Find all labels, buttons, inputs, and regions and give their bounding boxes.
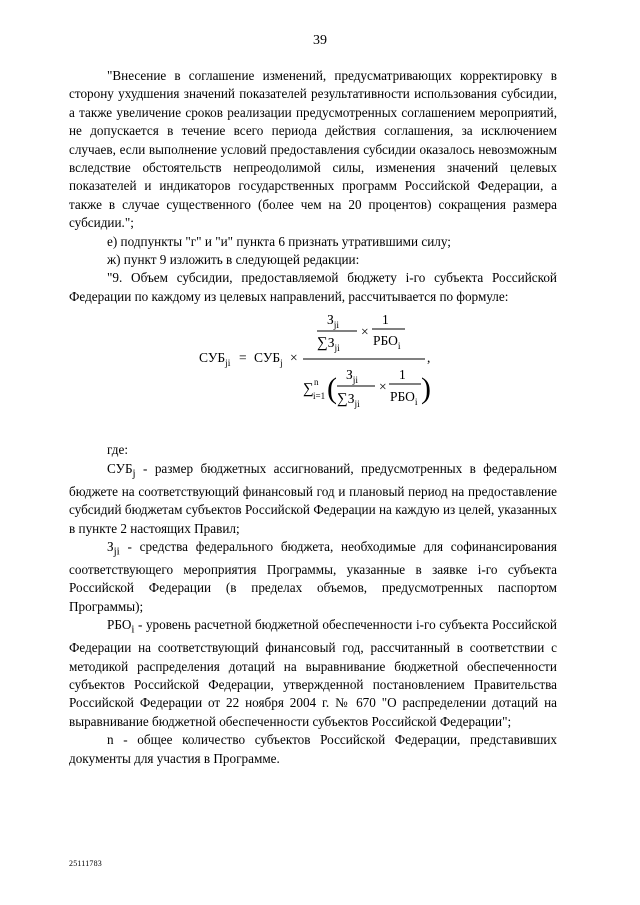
subsidy-formula xyxy=(69,310,557,435)
num-rbo: $РБО_i$ xyxy=(373,333,401,353)
definition-symbol: З xyxy=(107,538,114,554)
definition-text: - общее количество субъектов Российской Федерации, представивших документы для участия в Программе. xyxy=(69,732,557,766)
definition-symbol: РБО xyxy=(107,617,132,633)
den-one: 1 xyxy=(399,367,406,383)
definition-symbol-sub: i xyxy=(131,623,135,636)
den-paren-open: ( xyxy=(327,372,337,406)
formula-equals: = xyxy=(239,350,247,366)
definition-text: - размер бюджетных ассигнований, предусмотренных в федеральном бюджете на соответствующий финансовый год и плановый период на предоставление субсидий бюджетам субъектов Российской Федерации на каждую из целей, указанных в пункте 2 настоящих Правил; xyxy=(69,460,557,536)
formula-svg xyxy=(199,310,439,435)
definition-symbol: n xyxy=(107,732,114,748)
den-z: $З_{ji}$ xyxy=(346,367,359,387)
document-body xyxy=(69,67,557,768)
definition-rbo-i xyxy=(69,616,557,731)
definition-text: - средства федерального бюджета, необходимые для софинансирования соответствующего мероприятия Программы, указанные в заявке i-го субъекта Российской Федерации (в пределах объемов, предусмотренных паспортом Программы); xyxy=(69,538,557,614)
den-rbo: $РБО_i$ xyxy=(390,389,418,409)
paragraph-item-zh: ж) пункт 9 изложить в следующей редакции: xyxy=(107,252,360,268)
paragraph-item-e: е) подпункты "г" и "и" пункта 6 признать утратившими силу; xyxy=(107,233,451,249)
num-one: 1 xyxy=(382,312,389,328)
den-times: × xyxy=(379,379,387,395)
den-sum-sub: i=1 xyxy=(313,391,326,402)
formula-comma: , xyxy=(427,350,431,366)
num-sum-z: $\sum З_{ji}$ xyxy=(317,335,340,355)
definition-symbol: СУБ xyxy=(107,460,133,476)
formula-rhs-var: $СУБ_j$ xyxy=(254,350,283,370)
formula-times-main: × xyxy=(290,350,298,366)
num-times: × xyxy=(361,324,369,340)
document-code: 25111783 xyxy=(69,859,103,868)
where-label: где: xyxy=(107,442,128,458)
paragraph-item-9: "9. Объем субсидии, предоставляемой бюджету i-го субъекта Российской Федерации по каждому из целевых направлений, рассчитывается по формуле: xyxy=(69,270,557,304)
definition-symbol-sub: ji xyxy=(113,545,120,558)
definition-n xyxy=(69,731,557,768)
definition-symbol-sub: j xyxy=(132,467,136,480)
num-z: $З_{ji}$ xyxy=(327,312,340,332)
formula-lhs: $СУБ_{ji}$ xyxy=(199,350,231,370)
definition-text: - уровень расчетной бюджетной обеспеченности i-го субъекта Российской Федерации на соответствующий финансовый год, рассчитанный в соответствии с методикой распределения дотаций на выравнивание бюджетной обеспеченности субъектов Российской Федерации, утвержденной постановлением Правительства Российской Федерации от 22 ноября 2004 г. № 670 "О распределении дотаций на выравнивание бюджетной обеспеченности субъектов Российской Федерации"; xyxy=(69,617,557,729)
den-sum-z: $\sum З_{ji}$ xyxy=(337,391,360,411)
paragraph-amendment-quote: "Внесение в соглашение изменений, предусматривающих корректировку в сторону ухудшения значений показателей результативности использования субсидии, а также увеличение сроков реализации предусмотренных соглашением мероприятий, не допускается в течение всего периода действия соглашения, за исключением случаев, если выполнение условий предоставления субсидии оказалось невозможным вследствие обстоятельств непреодолимой силы, изменения значений целевых показателей и индикаторов государственных программ Российской Федерации, а также в случае существенного (более чем на 20 процентов) сокращения размера субсидии."; xyxy=(69,68,557,231)
definition-sub-j xyxy=(69,460,557,538)
definition-z-ji xyxy=(69,538,557,616)
den-sum: ∑ xyxy=(303,381,314,398)
den-paren-close: ) xyxy=(421,372,431,406)
page-number: 39 xyxy=(313,33,327,48)
den-sum-sup: n xyxy=(314,377,319,388)
